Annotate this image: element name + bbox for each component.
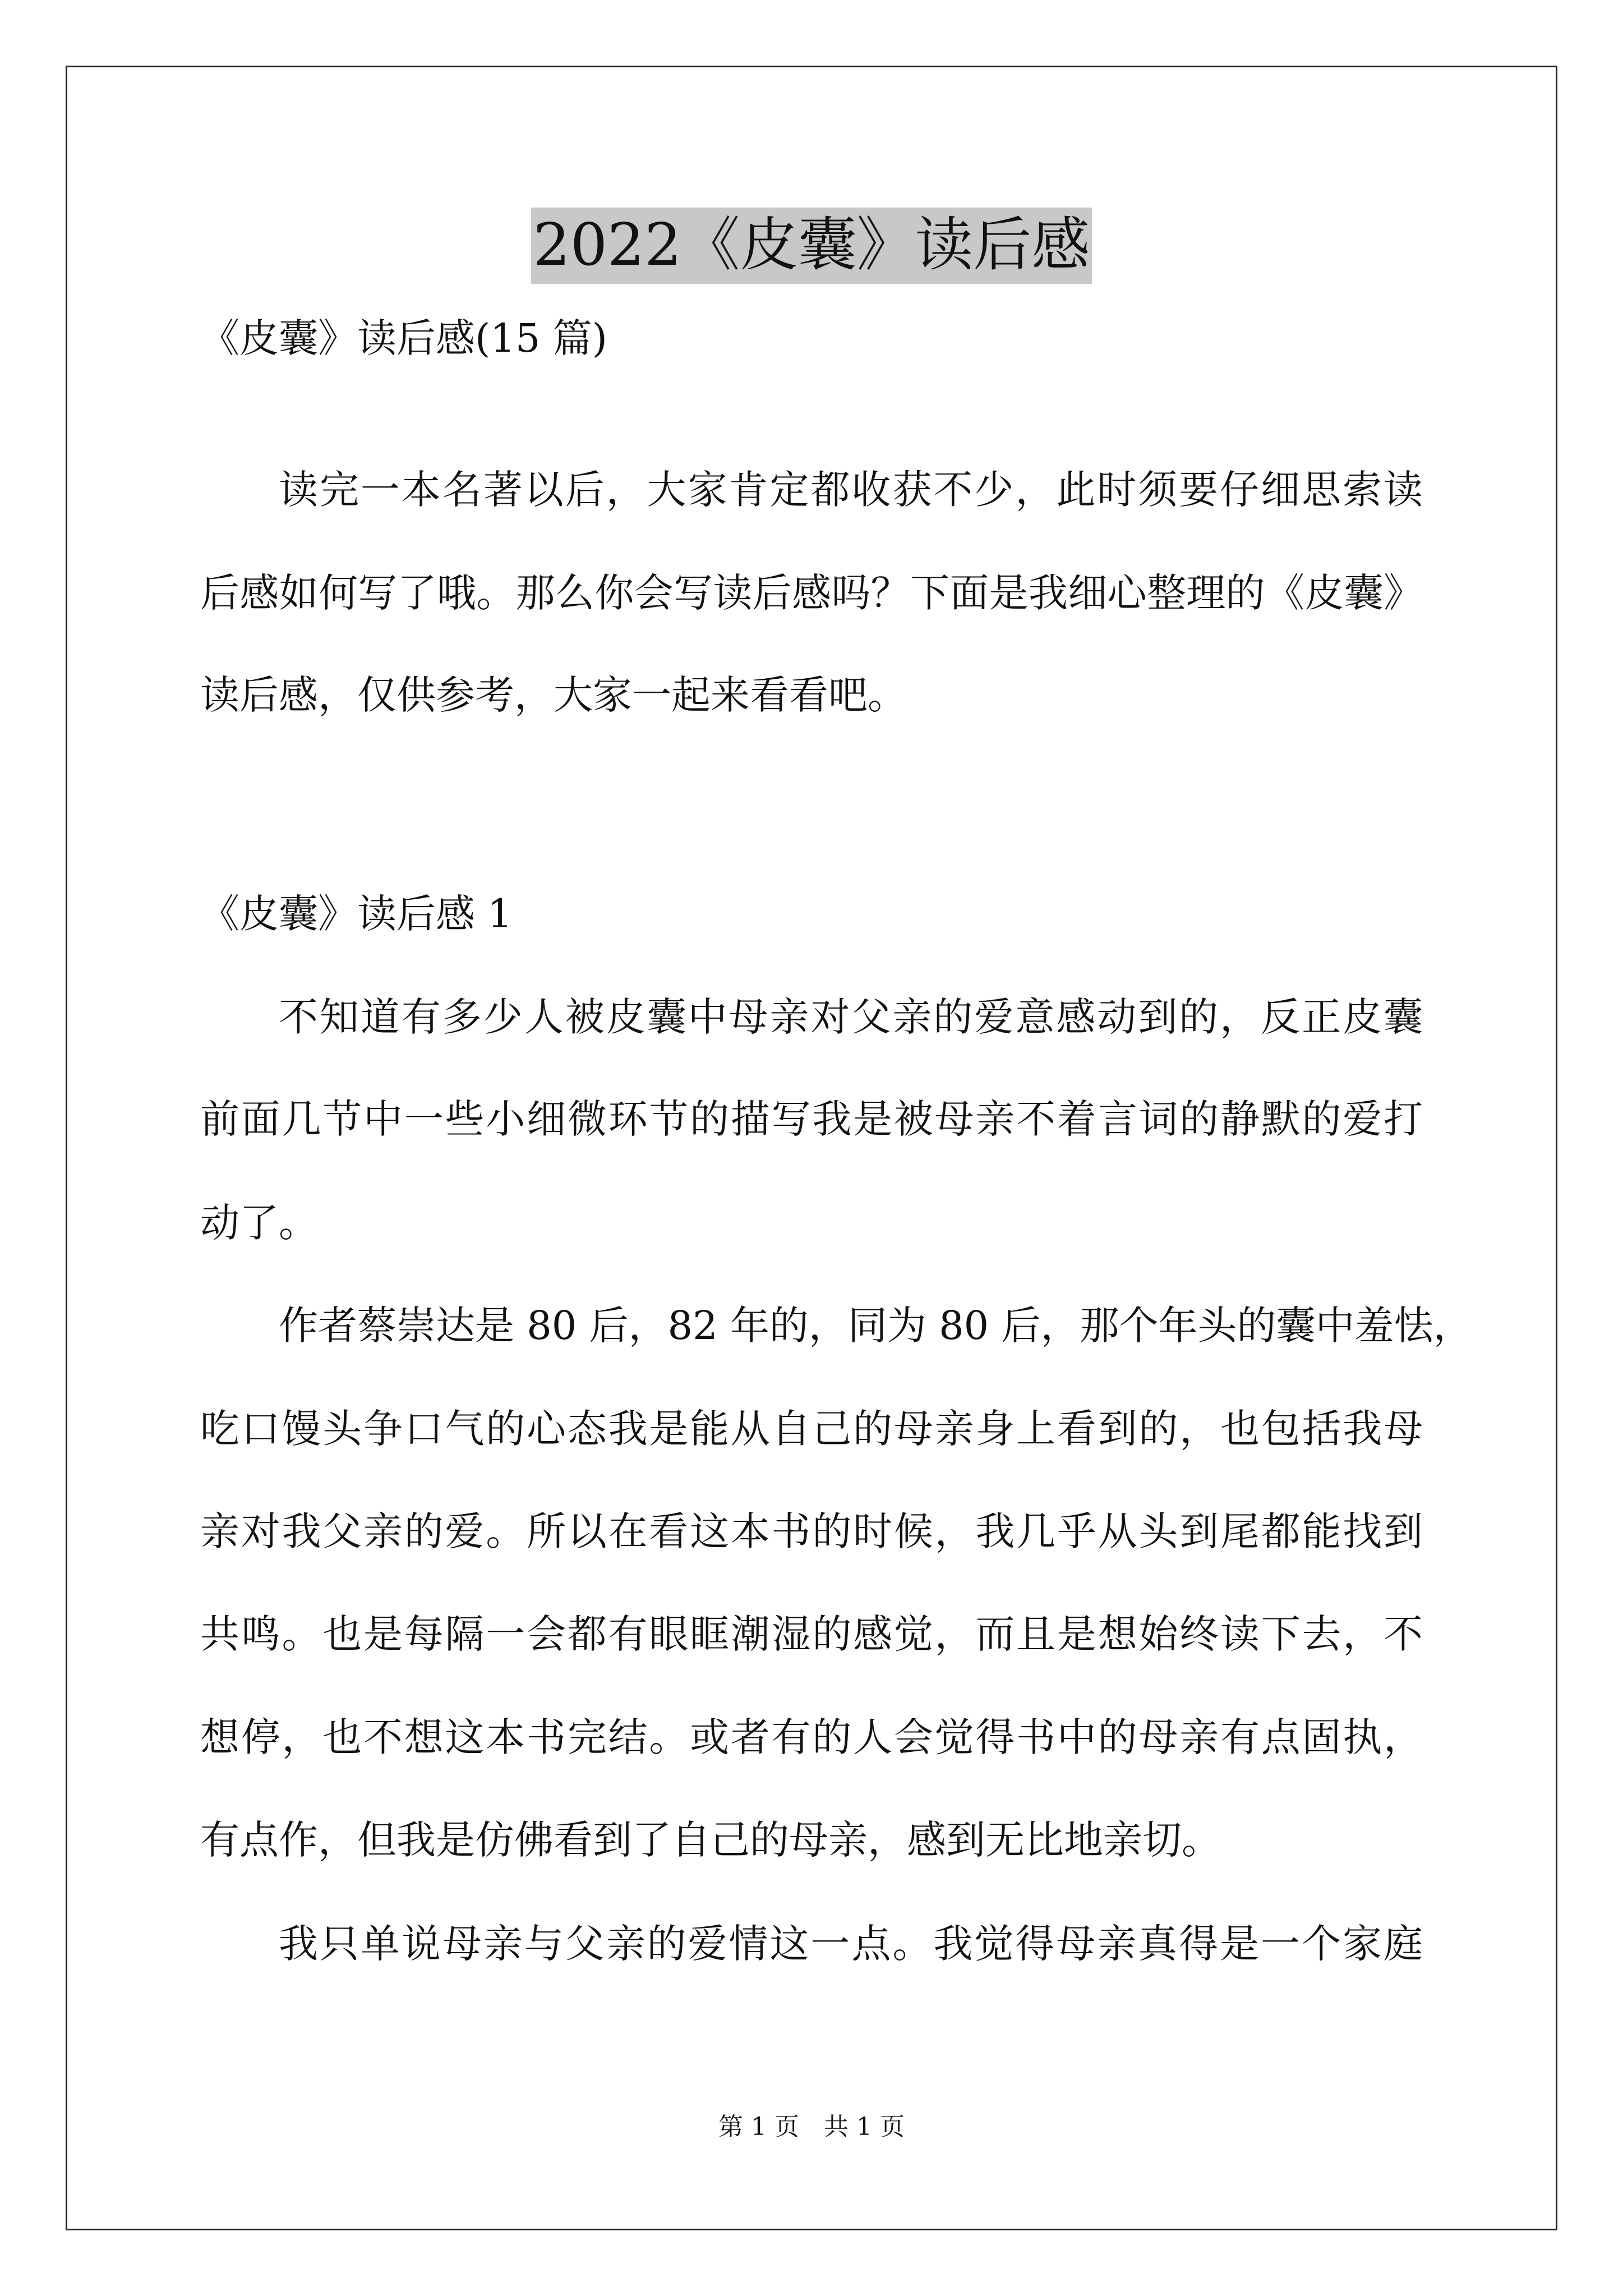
page-frame	[66, 66, 1557, 2230]
body-line-6: 亲对我父亲的爱。所以在看这本书的时候，我几乎从头到尾都能找到	[200, 1508, 1423, 1554]
body-line-9: 有点作，但我是仿佛看到了自己的母亲，感到无比地亲切。	[200, 1817, 1221, 1863]
title-text: 2022《皮囊》读后感	[531, 208, 1092, 284]
section-heading: 《皮囊》读后感 1	[200, 891, 513, 937]
body-line-7: 共鸣。也是每隔一会都有眼眶潮湿的感觉，而且是想始终读下去，不	[200, 1611, 1423, 1657]
intro-line-3: 读后感，仅供参考，大家一起来看看吧。	[200, 672, 907, 718]
body-line-4: 作者蔡崇达是 80 后，82 年的，同为 80 后，那个年头的囊中羞怯，	[279, 1303, 1473, 1349]
page-footer: 第 1 页 共 1 页	[718, 2113, 905, 2141]
body-line-10: 我只单说母亲与父亲的爱情这一点。我觉得母亲真得是一个家庭	[279, 1921, 1423, 1967]
body-line-8: 想停，也不想这本书完结。或者有的人会觉得书中的母亲有点固执，	[200, 1714, 1423, 1760]
body-line-2: 前面几节中一些小细微环节的描写我是被母亲不着言词的静默的爱打	[200, 1096, 1423, 1142]
intro-line-2: 后感如何写了哦。那么你会写读后感吗？下面是我细心整理的《皮囊》	[200, 570, 1423, 616]
subtitle-line: 《皮囊》读后感(15 篇)	[200, 315, 607, 361]
intro-line-1: 读完一本名著以后，大家肯定都收获不少，此时须要仔细思索读	[279, 467, 1423, 513]
body-line-1: 不知道有多少人被皮囊中母亲对父亲的爱意感动到的，反正皮囊	[279, 994, 1423, 1040]
document-title	[0, 208, 1623, 284]
body-line-5: 吃口馒头争口气的心态我是能从自己的母亲身上看到的，也包括我母	[200, 1406, 1423, 1452]
body-line-3: 动了。	[200, 1200, 318, 1246]
